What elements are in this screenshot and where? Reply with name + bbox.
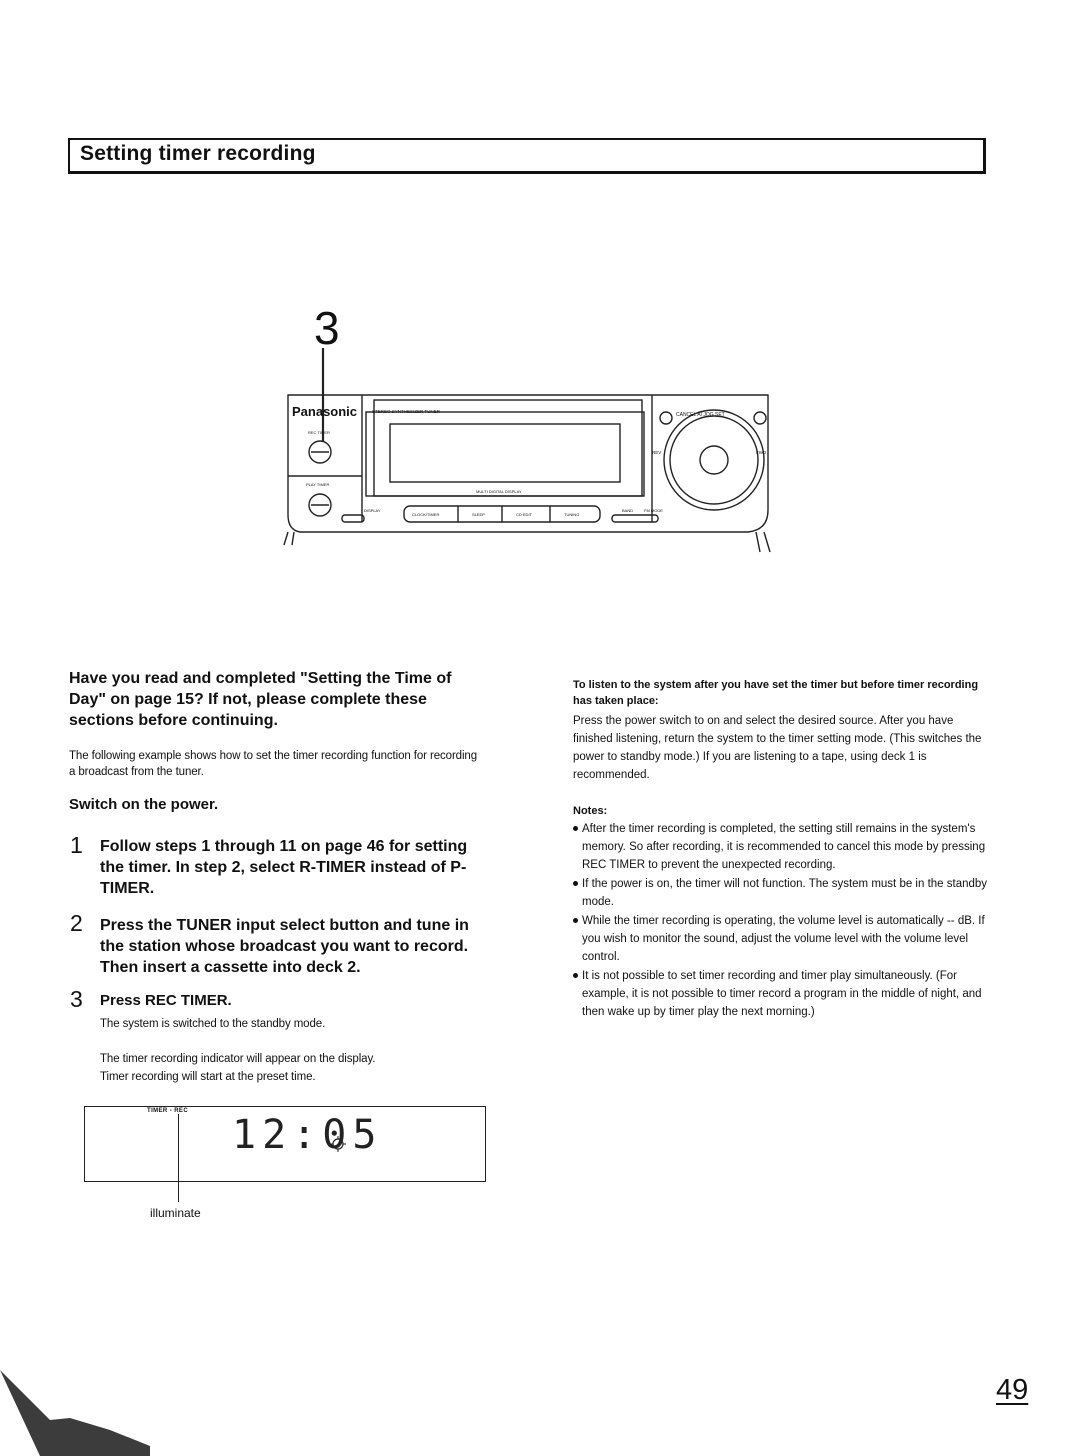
tuner-front-panel-diagram [280, 300, 800, 560]
jog-label: CANCEL AI JOG SET [676, 412, 725, 418]
note-item: It is not possible to set timer recording and timer play simultaneously. (For example, it is not possible to timer record a program in the middle of night, and then wake up by timer play the next morning.) [573, 967, 990, 1021]
indicator-note-1: The timer recording indicator will appear on the display. [100, 1053, 376, 1065]
rec-timer-label: REC TIMER [308, 430, 330, 435]
sleep-button-label: SLEEP [472, 512, 485, 517]
note-item: While the timer recording is operating, the volume level is automatically -- dB. If you wish to monitor the sound, adjust the volume level with the volume level control. [573, 912, 990, 966]
timer-clock-icon [330, 1136, 346, 1152]
play-timer-label: PLAY TIMER [306, 482, 330, 487]
step-3-text: Press REC TIMER. [100, 992, 232, 1009]
intro-text: The following example shows how to set the timer recording function for recording a broadcast from the tuner. [69, 750, 478, 778]
band-button-label: BAND [622, 508, 634, 513]
listen-heading: To listen to the system after you have set the timer but before timer recording has taken place: [573, 679, 979, 707]
step-1-number: 1 [70, 832, 83, 858]
switch-on-instruction: Switch on the power. [69, 796, 219, 813]
timer-rec-indicator: TIMER - REC [147, 1108, 189, 1114]
step-2-text: Press the TUNER input select button and tune in the station whose broadcast you want to record. Then insert a cassette into deck 2. [100, 917, 469, 976]
step-2-number: 2 [70, 910, 83, 936]
indicator-note-2: Timer recording will start at the preset time. [100, 1071, 316, 1083]
step-1-text: Follow steps 1 through 11 on page 46 for setting the timer. In step 2, select R-TIMER instead of P-TIMER. [100, 838, 468, 897]
lcd-time-digits: 12:05 [232, 1112, 383, 1158]
scan-corner-mark [0, 1370, 160, 1456]
notes-heading: Notes: [573, 805, 608, 817]
lcd-callout-line [178, 1114, 179, 1202]
fm-mode-button-label: FM MODE [644, 508, 663, 513]
page-number: 49 [996, 1374, 1029, 1406]
listen-text: Press the power switch to on and select the desired source. After you have finished listening, return the system to the timer setting mode. (This switches the power to standby mode.) If you are listening to a tape, using deck 1 is recommended. [573, 715, 982, 781]
rev-label: REV [652, 450, 662, 455]
clock-timer-button-label: CLOCK/TIMER [412, 512, 440, 517]
note-item: After the timer recording is completed, the setting still remains in the system's memory. So after recording, it is recommended to cancel this mode by pressing REC TIMER to prevent the unexpected recording. [573, 820, 990, 874]
brand-logo-text: Panasonic [292, 404, 358, 419]
fwd-label: FWD [756, 450, 767, 455]
section-title: Setting timer recording [80, 142, 316, 165]
note-item: If the power is on, the timer will not function. The system must be in the standby mode. [573, 875, 990, 911]
illuminate-callout-label: illuminate [150, 1206, 201, 1220]
step-3-number: 3 [70, 986, 83, 1012]
unit-name-label: STEREO SYNTHESIZER TUNER [372, 409, 440, 414]
intro-bold-text: Have you read and completed "Setting the Time of Day" on page 15? If not, please complete these sections before continuing. [69, 670, 452, 729]
step-3-note: The system is switched to the standby mode. [100, 1018, 326, 1030]
display-label: MULTI DIGITAL DISPLAY [476, 489, 522, 494]
tuning-button-label: TUNING [564, 512, 580, 517]
cd-edit-button-label: CD EDIT [516, 512, 532, 517]
notes-list [573, 820, 990, 1022]
step-callout-number: 3 [314, 302, 340, 354]
display-button-label: DISPLAY [364, 508, 381, 513]
